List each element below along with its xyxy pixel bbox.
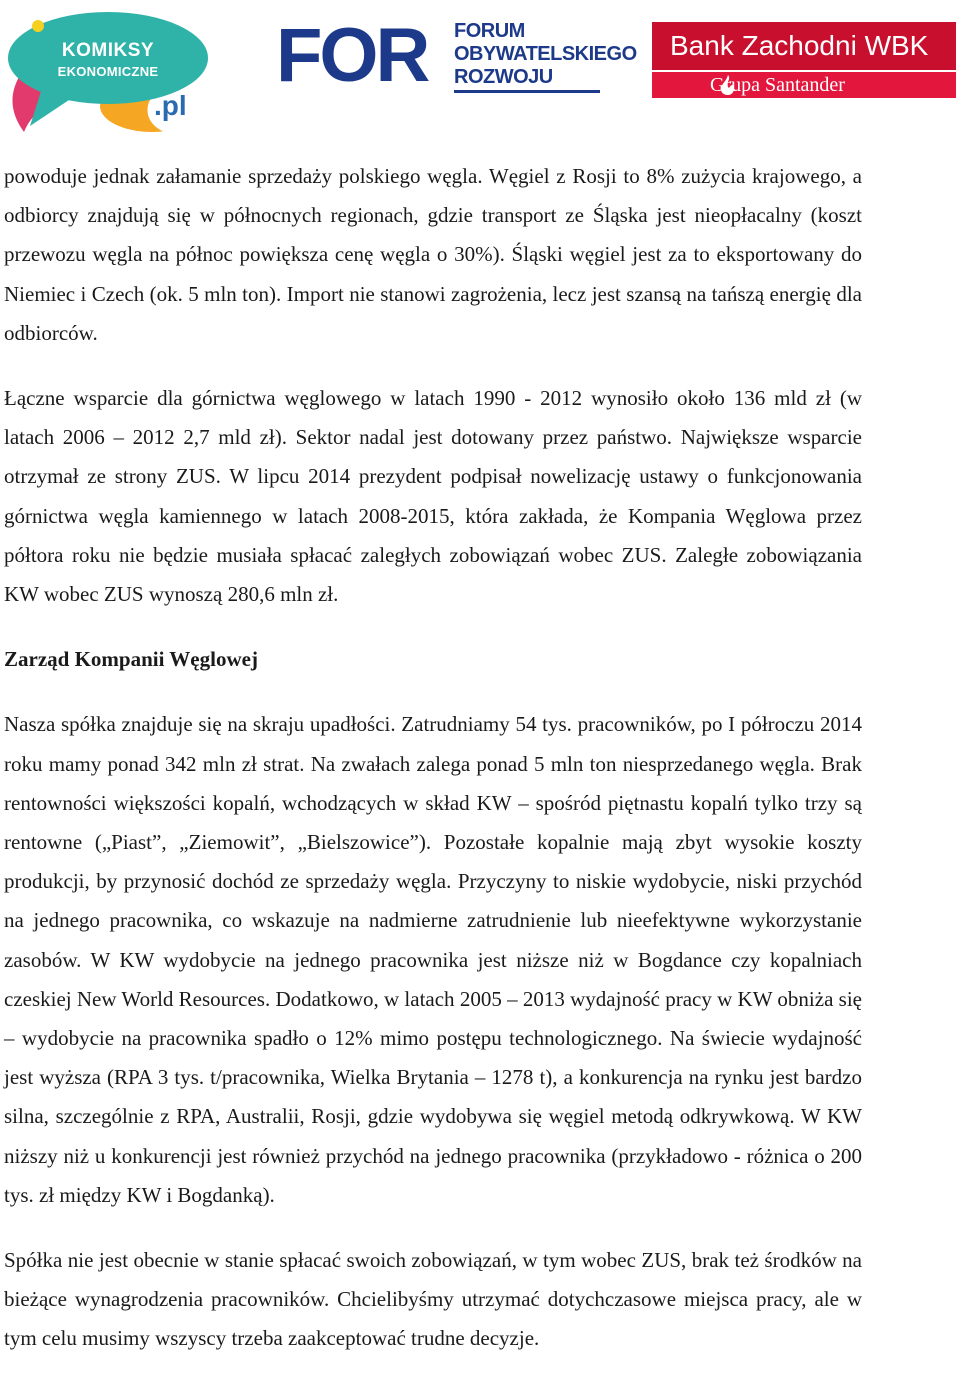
for-word-3: ROZWOJU: [454, 66, 553, 88]
paragraph-2: Łączne wsparcie dla górnictwa węglowego w latach 1990 - 2012 wynosiło około 136 mld zł (w latach 2006 – 2012 2,7 mld zł). Sektor nadal jest dotowany przez państwo. Największe wsparcie otrzymał ze strony ZUS. W lipcu 2014 prezydent podpisał nowelizację ustawy o funkcjonowania górnictwa węgla kamiennego w latach 2008-2015, która zakłada, że Kompania Węglowa przez półtora roku nie będzie musiała spłacać zaległych zobowiązań wobec ZUS. Zaległe zobowiązania KW wobec ZUS wynoszą 280,6 mln zł.: [4, 386, 862, 607]
komiksy-ekonomiczne-logo: [2, 2, 220, 140]
komiksy-title: KOMIKSY: [61, 40, 155, 61]
for-full-name: [454, 20, 637, 89]
for-mark: FOR: [276, 13, 428, 98]
paragraph-3: Nasza spółka znajduje się na skraju upadłości. Zatrudniamy 54 tys. pracowników, po I półroczu 2014 roku mamy ponad 342 mln zł strat. Na zwałach zalega ponad 5 mln ton niesprzedanego węgla. Brak rentowności większości kopalń, wchodzących w skład KW – spośród piętnastu kopalń tylko trzy są rentowne („Piast”, „Ziemowit”, „Bielszowice”). Pozostałe kopalnie mają zbyt wysokie koszty produkcji, by przynosić dochód ze sprzedaży węgla. Przyczyny to niskie wydobycie, niski przychód na jednego pracownika, co wskazuje na nadmierne zatrudnienie lub nieefektywne wykorzystanie zasobów. W KW wydobycie na jednego pracownika jest niższe niż w Bogdance czy kopalniach czeskiej New World Resources. Dodatkowo, w latach 2005 – 2013 wydajność pracy w KW obniża się – wydobycie na pracownika spadło o 12% mimo postępu technologicznego. Na świecie wydajność jest wyższa (RPA 3 tys. t/pracownika, Wielka Brytania – 1278 t), a konkurencja na rynku jest bardzo silna, szczególnie z RPA, Australii, Rosji, gdzie wydobywa się węgiel metodą odkrywkową. W KW niższy niż u konkurencji jest również przychód na jednego pracownika (przykładowo - różnica o 200 tys. zł między KW i Bogdanką).: [4, 712, 862, 1207]
bank-group: Grupa Santander: [652, 72, 956, 98]
for-underline: [454, 90, 600, 93]
komiksy-domain-suffix: .pl: [154, 90, 187, 121]
santander-flame-icon: [718, 74, 738, 96]
bank-name: Bank Zachodni WBK: [652, 22, 956, 70]
for-word-2: OBYWATELSKIEGO: [454, 43, 637, 65]
bank-zachodni-logo: [652, 22, 956, 98]
for-word-1: FORUM: [454, 20, 525, 42]
komiksy-subtitle: EKONOMICZNE: [57, 64, 159, 79]
page-header: [0, 0, 960, 150]
paragraph-1: powoduje jednak załamanie sprzedaży polskiego węgla. Węgiel z Rosji to 8% zużycia krajowego, a odbiorcy znajdują się w północnych regionach, gdzie transport ze Śląska jest nieopłacalny (koszt przewozu węgla na północ powiększa cenę węgla o 30%). Śląski węgiel jest za to eksportowany do Niemiec i Czech (ok. 5 mln ton). Import nie stanowi zagrożenia, lecz jest szansą na tańszą energię dla odbiorców.: [4, 164, 862, 345]
document-body: [4, 157, 862, 1359]
for-logo: [276, 13, 637, 98]
section-heading: Zarząd Kompanii Węglowej: [4, 647, 258, 672]
paragraph-4: Spółka nie jest obecnie w stanie spłacać swoich zobowiązań, w tym wobec ZUS, brak też środków na bieżące wynagrodzenia pracowników. Chcielibyśmy utrzymać dotychczasowe miejsca pracy, ale w tym celu musimy wszyscy trzeba zaakceptować trudne decyzje.: [4, 1248, 862, 1351]
